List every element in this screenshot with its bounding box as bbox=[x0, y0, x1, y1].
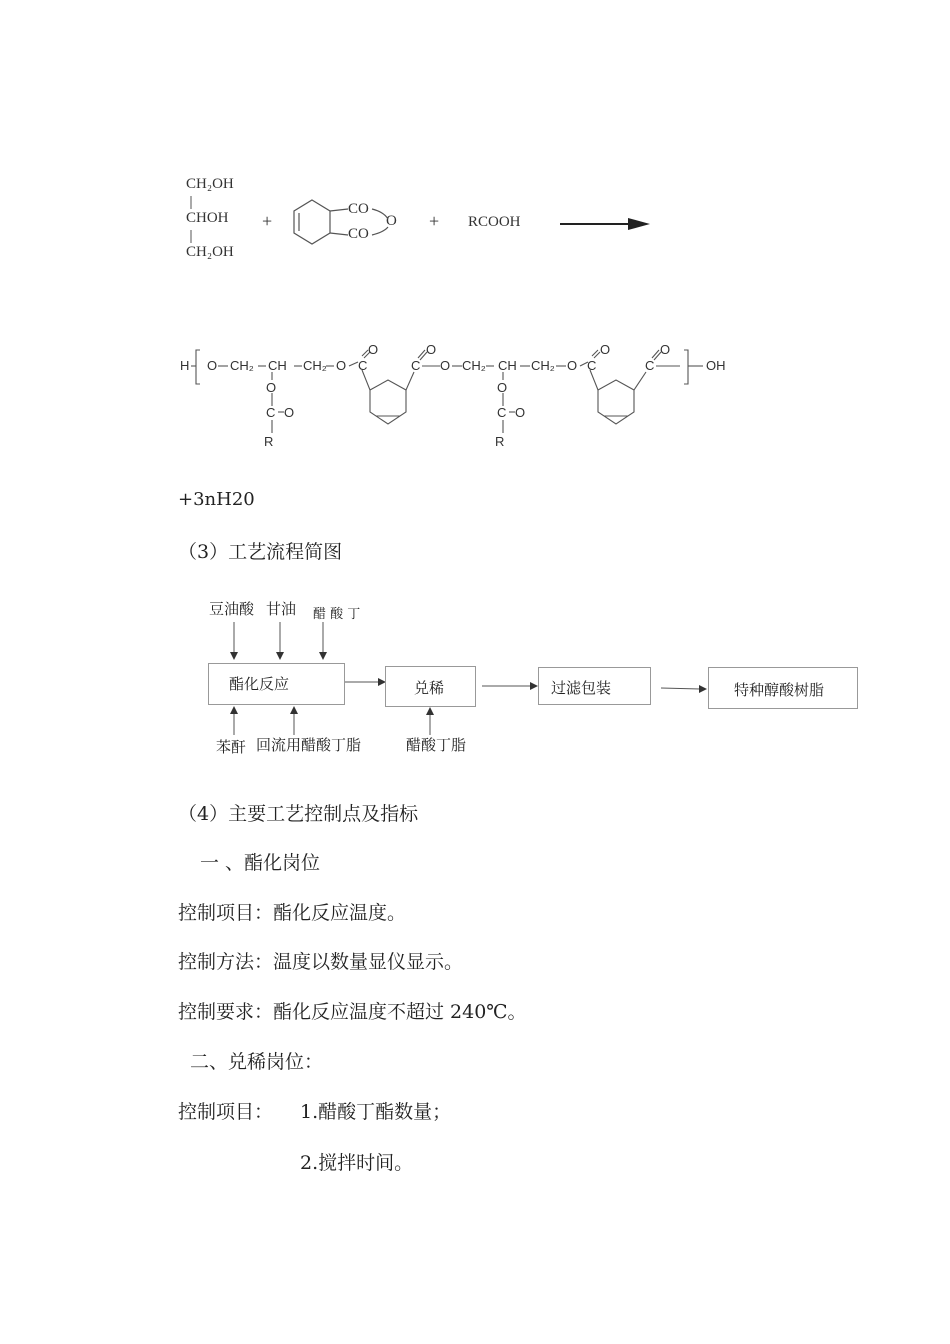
input-butyl-acetate-top: 醋 酸 丁 bbox=[313, 607, 361, 622]
polymer-o-3: O bbox=[368, 342, 379, 357]
polymer-ch2-3: CH₂ bbox=[462, 358, 486, 373]
post1-method: 控制方法：温度以数量显仪显示。 bbox=[178, 951, 464, 973]
polymer-o-side-2: O bbox=[284, 405, 295, 420]
polymer-c-4: C bbox=[645, 358, 655, 373]
post1-requirement: 控制要求：酯化反应温度不超过 240℃。 bbox=[178, 1001, 527, 1023]
box-filter-pack bbox=[538, 667, 651, 705]
box-filter-pack-label: 过滤包装 bbox=[551, 679, 612, 697]
section3-title: （3）工艺流程简图 bbox=[178, 541, 343, 563]
polymer-c-1: C bbox=[358, 358, 368, 373]
input-butyl-acetate-mid: 醋酸丁脂 bbox=[406, 736, 467, 754]
anhydride-co-bottom: CO bbox=[348, 226, 369, 242]
polymer-ch-2: CH bbox=[498, 358, 517, 373]
plus-sign-2: + bbox=[429, 211, 440, 231]
input-soybean-acid: 豆油酸 bbox=[209, 600, 255, 618]
glycerol-choh: CHOH bbox=[186, 210, 229, 226]
polymer-o-4: O bbox=[426, 342, 437, 357]
post2-item-label: 控制项目： bbox=[178, 1101, 274, 1123]
box-dilution-label: 兑稀 bbox=[414, 679, 445, 697]
polymer-ch2-2: CH₂ bbox=[303, 358, 327, 373]
box-esterification-label: 酯化反应 bbox=[229, 675, 290, 693]
polymer-o-7: O bbox=[600, 342, 611, 357]
polymer-r-1: R bbox=[264, 434, 274, 449]
polymer-c-side-1: C bbox=[266, 405, 276, 420]
acid-rcooh: RCOOH bbox=[468, 214, 521, 230]
polymer-c-side-2: C bbox=[497, 405, 507, 420]
post1-item: 控制项目：酯化反应温度。 bbox=[178, 902, 407, 924]
polymer-c-2: C bbox=[411, 358, 421, 373]
anhydride-o-bridge: O bbox=[386, 213, 397, 229]
box-alkyd-resin bbox=[708, 667, 858, 709]
polymer-c-3: C bbox=[587, 358, 597, 373]
box-alkyd-resin-label: 特种醇酸树脂 bbox=[734, 681, 825, 699]
plus-sign-1: + bbox=[262, 211, 273, 231]
byproduct-text: +3nH20 bbox=[178, 489, 255, 510]
box-esterification bbox=[208, 663, 345, 705]
polymer-oh-end: OH bbox=[706, 358, 726, 373]
box-dilution bbox=[385, 666, 476, 707]
polymer-o-side-3: O bbox=[497, 380, 508, 395]
polymer-o-1: O bbox=[207, 358, 218, 373]
polymer-o-side-4: O bbox=[515, 405, 526, 420]
glycerol-ch2oh-top: CH₂OH bbox=[186, 176, 234, 192]
polymer-o-5: O bbox=[440, 358, 451, 373]
polymer-ch-1: CH bbox=[268, 358, 287, 373]
polymer-r-2: R bbox=[495, 434, 505, 449]
post2-item-1: 1.醋酸丁酯数量； bbox=[300, 1101, 452, 1123]
anhydride-co-top: CO bbox=[348, 201, 369, 217]
post1-title: 一 、酯化岗位 bbox=[200, 852, 321, 874]
polymer-ch2-1: CH₂ bbox=[230, 358, 254, 373]
reaction-arrowhead bbox=[628, 218, 650, 230]
post2-title: 二、兑稀岗位： bbox=[190, 1051, 324, 1073]
polymer-o-6: O bbox=[567, 358, 578, 373]
polymer-h-end: H bbox=[180, 358, 190, 373]
input-glycerol: 甘油 bbox=[266, 600, 297, 618]
anhydride-ring bbox=[294, 200, 388, 244]
input-reflux-butyl-acetate: 回流用醋酸丁脂 bbox=[256, 736, 362, 754]
glycerol-ch2oh-bottom: CH₂OH bbox=[186, 244, 234, 260]
polymer-o-side-1: O bbox=[266, 380, 277, 395]
polymer-ch2-4: CH₂ bbox=[531, 358, 555, 373]
input-phthalic-anhydride: 苯酐 bbox=[216, 738, 247, 756]
polymer-o-2: O bbox=[336, 358, 347, 373]
post2-item-2: 2.搅拌时间。 bbox=[300, 1152, 414, 1174]
polymer-o-8: O bbox=[660, 342, 671, 357]
section4-title: （4）主要工艺控制点及指标 bbox=[178, 803, 419, 825]
